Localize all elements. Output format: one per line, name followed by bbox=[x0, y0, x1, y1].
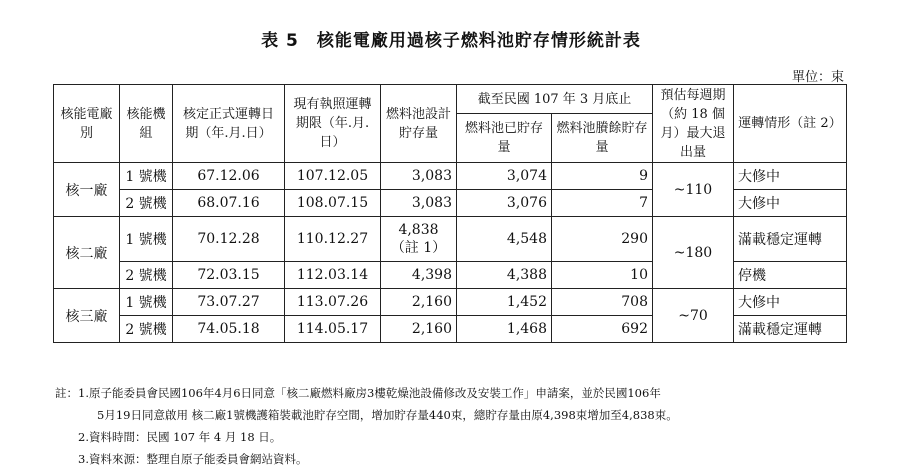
header-plant: 核能電廠別 bbox=[54, 85, 120, 163]
unit-cell: 2 號機 bbox=[120, 190, 173, 217]
approved-date-cell: 74.05.18 bbox=[173, 316, 285, 343]
header-max-out: 預估每週期（約 18 個月）最大退出量 bbox=[653, 85, 734, 163]
license-limit-cell: 114.05.17 bbox=[285, 316, 381, 343]
capacity-note: （註 1） bbox=[390, 240, 447, 256]
status-cell: 大修中 bbox=[734, 190, 847, 217]
capacity-cell: 2,160 bbox=[381, 316, 457, 343]
table-row bbox=[54, 217, 847, 262]
note-1-line-2: 5月19日同意啟用 核二廠1號機護箱裝載池貯存空間，增加貯存量440束，總貯存量由原4,398束增加至4,838束。 bbox=[97, 408, 678, 422]
approved-date-cell: 72.03.15 bbox=[173, 262, 285, 289]
max-out-cell: ~70 bbox=[653, 289, 734, 343]
status-cell: 滿載穩定運轉 bbox=[734, 316, 847, 343]
unit-label: 單位：束 bbox=[791, 70, 844, 85]
capacity-cell: 4,398 bbox=[381, 262, 457, 289]
license-limit-cell: 110.12.27 bbox=[285, 217, 381, 262]
header-as-of: 截至民國 107 年 3 月底止 bbox=[457, 85, 653, 114]
note-3: 3.資料來源：整理自原子能委員會網站資料。 bbox=[78, 452, 308, 466]
license-limit-cell: 108.07.15 bbox=[285, 190, 381, 217]
header-remaining: 燃料池賸餘貯存量 bbox=[552, 114, 653, 163]
status-cell: 停機 bbox=[734, 262, 847, 289]
header-stored: 燃料池已貯存量 bbox=[457, 114, 552, 163]
license-limit-cell: 107.12.05 bbox=[285, 163, 381, 190]
table-row bbox=[54, 289, 847, 316]
capacity-value: 4,838 bbox=[398, 222, 439, 238]
remaining-cell: 290 bbox=[552, 217, 653, 262]
capacity-cell: 3,083 bbox=[381, 163, 457, 190]
fuel-pool-table bbox=[53, 84, 847, 343]
unit-cell: 1 號機 bbox=[120, 163, 173, 190]
note-2: 2.資料時間：民國 107 年 4 月 18 日。 bbox=[78, 430, 282, 444]
max-out-cell: ~110 bbox=[653, 163, 734, 217]
unit-cell: 2 號機 bbox=[120, 262, 173, 289]
header-design-capacity: 燃料池設計貯存量 bbox=[381, 85, 457, 163]
remaining-cell: 692 bbox=[552, 316, 653, 343]
capacity-cell: 2,160 bbox=[381, 289, 457, 316]
header-status: 運轉情形（註 2） bbox=[734, 85, 847, 163]
capacity-cell: 3,083 bbox=[381, 190, 457, 217]
approved-date-cell: 67.12.06 bbox=[173, 163, 285, 190]
table-row bbox=[54, 163, 847, 190]
status-cell: 大修中 bbox=[734, 163, 847, 190]
capacity-cell bbox=[381, 217, 457, 262]
plant-name: 核三廠 bbox=[54, 289, 120, 343]
status-cell: 滿載穩定運轉 bbox=[734, 217, 847, 262]
license-limit-cell: 113.07.26 bbox=[285, 289, 381, 316]
stored-cell: 3,076 bbox=[457, 190, 552, 217]
max-out-cell: ~180 bbox=[653, 217, 734, 289]
plant-name: 核一廠 bbox=[54, 163, 120, 217]
stored-cell: 4,548 bbox=[457, 217, 552, 262]
stored-cell: 4,388 bbox=[457, 262, 552, 289]
header-approved-date: 核定正式運轉日期（年.月.日） bbox=[173, 85, 285, 163]
status-cell: 大修中 bbox=[734, 289, 847, 316]
footnotes bbox=[55, 382, 875, 470]
header-row-1 bbox=[54, 85, 847, 114]
approved-date-cell: 68.07.16 bbox=[173, 190, 285, 217]
remaining-cell: 9 bbox=[552, 163, 653, 190]
approved-date-cell: 73.07.27 bbox=[173, 289, 285, 316]
unit-cell: 1 號機 bbox=[120, 217, 173, 262]
note-1-line-1: 註：1.原子能委員會民國106年4月6日同意「核二廠燃料廠房3樓乾燥池設備修改及安裝工作」申請案，並於民國106年 bbox=[55, 386, 661, 400]
remaining-cell: 10 bbox=[552, 262, 653, 289]
table-title: 表 5 核能電廠用過核子燃料池貯存情形統計表 bbox=[261, 31, 641, 51]
remaining-cell: 7 bbox=[552, 190, 653, 217]
license-limit-cell: 112.03.14 bbox=[285, 262, 381, 289]
plant-name: 核二廠 bbox=[54, 217, 120, 289]
header-license-limit: 現有執照運轉期限（年.月.日） bbox=[285, 85, 381, 163]
remaining-cell: 708 bbox=[552, 289, 653, 316]
approved-date-cell: 70.12.28 bbox=[173, 217, 285, 262]
header-unit: 核能機組 bbox=[120, 85, 173, 163]
unit-cell: 1 號機 bbox=[120, 289, 173, 316]
stored-cell: 1,452 bbox=[457, 289, 552, 316]
stored-cell: 3,074 bbox=[457, 163, 552, 190]
stored-cell: 1,468 bbox=[457, 316, 552, 343]
unit-cell: 2 號機 bbox=[120, 316, 173, 343]
